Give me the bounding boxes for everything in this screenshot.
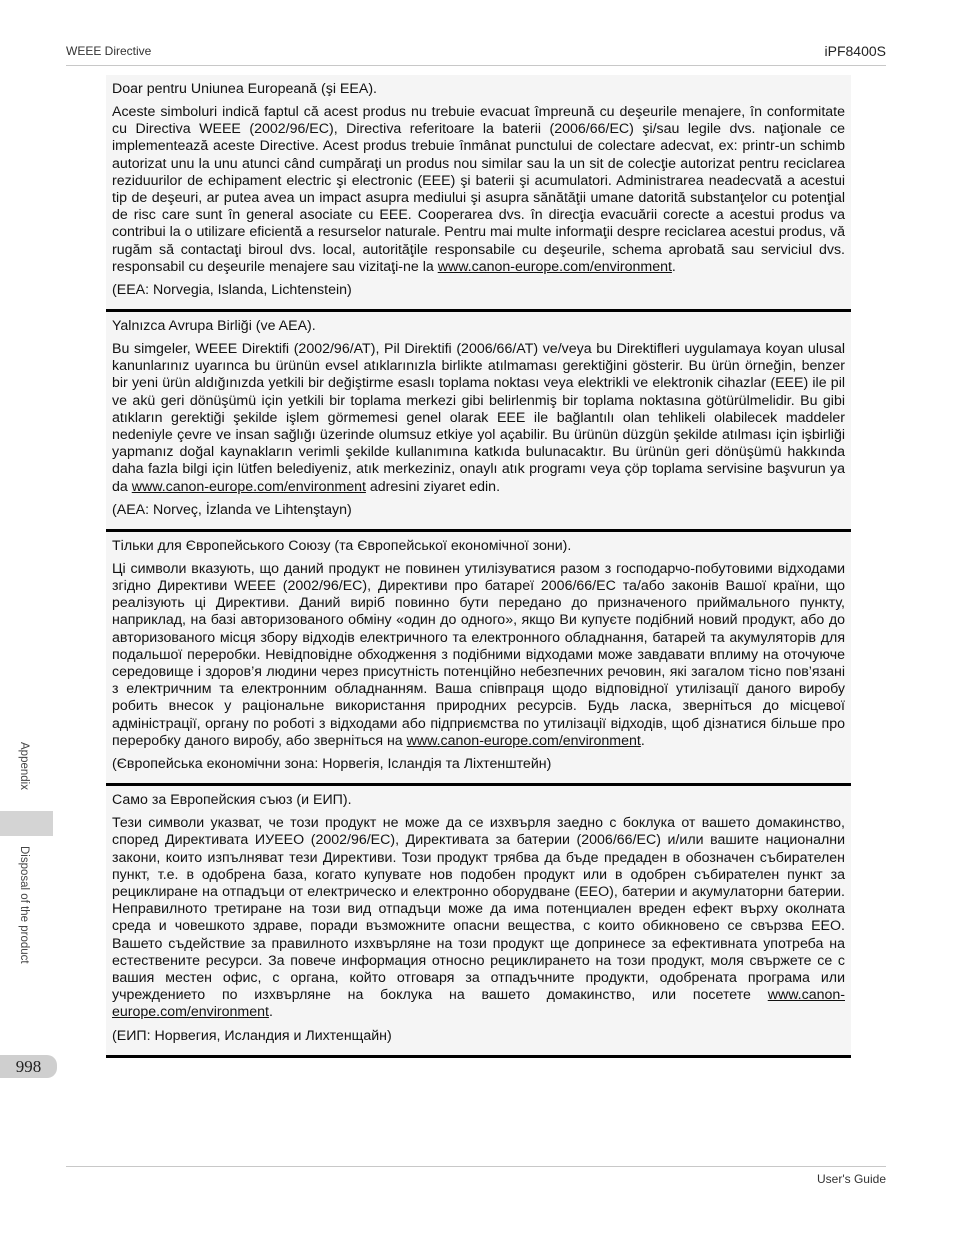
block-body [112, 341, 845, 496]
block-lead: Тільки для Європейського Союзу (та Європейської економічної зони). [112, 537, 572, 554]
block-lead: Само за Европейския съюз (и ЕИП). [112, 792, 352, 809]
language-block-bulgarian [106, 786, 851, 1057]
environment-link[interactable]: www.canon-europe.com/environment [131, 478, 366, 495]
block-note: (ЕИП: Норвегия, Исландия и Лихтенщайн) [112, 1027, 392, 1044]
language-block-romanian [106, 75, 851, 312]
block-body [112, 815, 845, 1021]
environment-link[interactable]: www.canon-europe.com/environment [406, 732, 641, 749]
block-lead: Yalnızca Avrupa Birliği (ve AEA). [112, 318, 316, 335]
block-note: (Європейська економічни зона: Норвегія, Ісландія та Ліхтенштейн) [112, 756, 552, 773]
body-text: Ці символи вказують, що даний продукт не повинен утилізуватися разом з господарчо-побутовими відходами згідно Директиви WEEE (2002/96/EC), Директиви про батареї 2006/66/EC та/або законів Вашої країни, що реалізують ці Директиви. Даний виріб повинно бути передано до призначеного приймального пункту, наприклад, на базі авторизованого обміну «один до одного», якщо Ви купуєте подібний новий продукт, або до авторизованого місця збору відходів електричного та електронного обладнання, батарей та акумуляторів для подальшої переробки. Невідповідне обходження з подібними відходами може завдавати вплиму на оточуюче середовище і здоров’я людини через присутність потенційно небезпечних речовин, які загалом тісно пов’язані з електричним та електронним обладнанням. Ваша співпраця щодо відповідної утилізації даного виробу робить внесок у раціональне використання природних ресурсів. Будь ласка, зверніться до місцевої адміністрації, органу по роботі з відходами або підприємства по утилізації відходів, щоб дізнатися більше про переробку даного виробу, або зверніться на [112, 560, 845, 749]
body-text: Тези символи указват, че този продукт не може да се изхвърля заедно с боклука от вашето домакинство, според Директивата ИУЕЕО (2002/96/EC), Директивата за батерии (2006/66/EC) и/или вашите национални закони, които изпълняват тези Директиви. Този продукт трябва да бъде предаден в обозначен събирателен пункт, т.е. в одобрена база, когато купувате нов подобен продукт или в одобрен събирателен пункт за рециклиране на отпадъци от електрическо и електронно оборудване (ЕЕО), батерии и акумулаторни батерии. Неправилното третиране на този вид отпадъци може да има потенциален вреден ефект върху околната среда и човешкото здраве, поради възможните опасни вещества, с които обикновено се свързва ЕЕО. Вашето съдействие за правилното изхвърляне на този продукт ще допринесе за ефективната употреба на естествените ресурси. За повече информация относно рециклирането на този продукт, моля свържете се с вашия местен офис, с органа, който отговаря за отпадъчните продукти, одобрената програма или учреждението по изхвърляне на боклука на вашето домакинство, или посетете [112, 815, 845, 1004]
sidebar-appendix-label: Appendix [18, 742, 30, 790]
block-note: (AEA: Norveç, İzlanda ve Lihtenştayn) [112, 501, 352, 518]
block-note: (EEA: Norvegia, Islanda, Lichtenstein) [112, 282, 352, 299]
running-header-section: WEEE Directive [66, 44, 152, 58]
header-rule [66, 65, 886, 66]
running-header-model: iPF8400S [824, 43, 886, 59]
weee-content [106, 75, 851, 1058]
environment-link[interactable]: www.canon-europe.com/environment [112, 987, 845, 1021]
sidebar-chapter-label: Disposal of the product [18, 846, 30, 964]
body-tail: . [671, 258, 676, 275]
sidebar-tab-marker [0, 811, 53, 836]
body-tail: . [268, 1004, 273, 1021]
block-lead: Doar pentru Uniunea Europeană (şi EEA). [112, 81, 377, 97]
block-body [112, 104, 845, 276]
language-block-ukrainian [106, 532, 851, 786]
environment-link[interactable]: www.canon-europe.com/environment [437, 258, 672, 275]
body-tail: adresini ziyaret edin. [365, 478, 501, 495]
page-number: 998 [0, 1055, 57, 1078]
footer-rule [66, 1166, 886, 1167]
body-text: Bu simgeler, WEEE Direktifi (2002/96/AT), Pil Direktifi (2006/66/AT) ve/veya bu Direktifleri uygulamaya koyan ulusal kanunlarınız uyarınca bu ürünün evsel atıklarınızla birlikte atılmaması gerektiğini gösterir. Bu ürün örneğin, benzer bir yeni ürün aldığınızda yetkili bir değiştirme esaslı toplama noktası veya elektrikli ve elektronik cihazlar (EEE) ile pil ve akü geri dönüşümü için yetkili bir toplama merkezi gibi belirlenmiş bir toplama noktasına götürülmelidir. Bu gibi atıkların gerektiği şekilde işlem görmemesi genel olarak EEE ile bağlantılı olan tehlikeli olabilecek maddeler nedeniyle çevre ve insan sağlığı üzerinde olumsuz etkiye yol açabilir. Bu ürünün düzgün şekilde atılması için işbirliği yapmanız doğal kaynakların verimli şekilde kullanımına katkıda bulunacaktır. Bu ürünün geri dönüşümü hakkında daha fazla bilgi için lütfen belediyeniz, atık merkeziniz, onaylı atık programı veya çöp toplama servisine başvurun ya da [112, 341, 845, 495]
body-text: Aceste simboluri indică faptul că acest produs nu trebuie evacuat împreună cu deşeurile menajere, în conformitate cu Directiva WEEE (2002/96/EC), Directiva referitoare la baterii (2006/66/EC) şi/sau legile dvs. naţionale ce implementează aceste Directive. Acest produs trebuie înmânat punctului de colectare adecvat, ex: printr-un schimb autorizat unu la unu atunci când cumpăraţi un produs nou similar sau la un sit de colecţie autorizat pentru reciclarea reziduurilor de echipament electric şi electronic (EEE) şi baterii şi acumulatori. Administrarea neadecvată a acestui tip de deşeuri, ar putea avea un impact asupra mediului şi asupra sănătăţii umane datorită substanţelor cu potenţial de risc care sunt în general asociate cu EEE. Cooperarea dvs. în direcţia evacuării corecte a acestui produs va contribui la o utilizare eficientă a resurselor naturale. Pentru mai multe informaţii despre reciclarea acestui produs, vă rugăm să contactaţi biroul dvs. local, autorităţile responsabile cu deşeurile, schema aprobată sau serviciul dvs. responsabil cu deşeurile menajere sau vizitaţi-ne la [112, 104, 845, 275]
block-body [112, 561, 845, 750]
body-tail: . [640, 732, 645, 749]
footer-guide-title: User's Guide [817, 1172, 886, 1186]
language-block-turkish [106, 312, 851, 532]
